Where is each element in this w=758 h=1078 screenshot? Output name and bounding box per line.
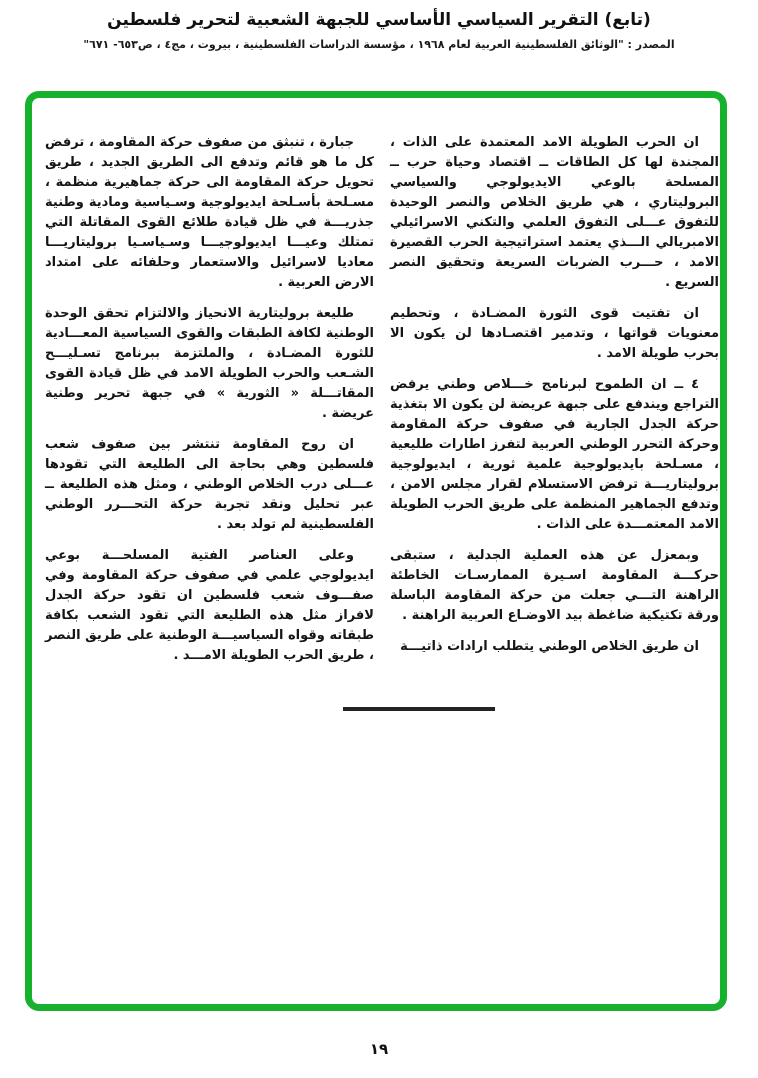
paragraph: ان روح المقاومة تنتشر بين صفوف شعب فلسطين وهي بحاجة الى الطليعة التي تقودها عـــلى درب الخلاص الوطني ، ومثل هذه الطليعة ــ عبر تحليل ونقد تجربة حركة التحـــرر الوطني الفلسطينية لم تولد بعد . <box>45 437 374 532</box>
paragraph: وبمعزل عن هذه العملية الجدلية ، ستبقى حركـــة المقاومة اسـيرة الممارسـات الخاطئة الراهنة التـــي جعلت من حركة المقاومة الباسلة ورقة تكتيكية ضاغطة بيد الاوضـاع العربية الراهنة . <box>390 548 719 623</box>
page-number: ١٩ <box>369 1040 389 1058</box>
text-column-left <box>45 133 374 677</box>
text-columns <box>45 133 719 677</box>
text-column-right <box>390 133 719 677</box>
page-header <box>0 10 758 51</box>
paragraph: ان الحرب الطويلة الامد المعتمدة على الذات ، المجندة لها كل الطاقات ــ اقتصاد وحياة حرب ــ المسلحة بالوعي الايديولوجي والسياسي البروليتاري ، هي طريق الخلاص والنصر الوحيدة للتفوق عـــلى التفوق العلمي والتكني الاسرائيلي الامبريالي الـــذي يعتمد استراتيجية الحرب القصيرة الامد ، حـــرب الضربات السريعة وتحقيق النصر السريع . <box>390 135 719 290</box>
document-title: (تابع) التقرير السياسي الأساسي للجبهة الشعبية لتحرير فلسطين <box>107 10 651 30</box>
paragraph: ٤ ــ ان الطموح لبرنامج خـــلاص وطني يرفض التراجع ويندفع على جبهة عريضة لن يكون الا بتغذية حركة الجدل الجارية في صفوف حركة المقاومة وحركة التحرر الوطني العربية لتفرز اطارات طليعية ، مسـلحة بايديولوجية علمية ثورية ، ايديولوجية بروليتاريـــة ترفض الاستسلام لقرار مجلس الامن ، وتدفع الجماهير المنظمة على طريق الحرب الطويلة الامد المعتمـــدة على الذات . <box>390 377 719 532</box>
section-divider-rule <box>343 707 495 711</box>
paragraph: طليعة بروليتارية الانحياز والالتزام تحقق الوحدة الوطنية لكافة الطبقات والقوى السياسية المعـــادية للثورة المضـادة ، والملتزمة ببرنامج تسـليـــح الشـعب والحرب الطويلة الامد في ظل قيادة القوى المقاتـــلة « الثورية » في جبهة تحرير وطنية عريضة . <box>45 306 374 421</box>
paragraph: وعلى العناصر الفتية المسلحـــة بوعي ايديولوجي علمي في صفوف حركة المقاومة وفي صفـــوف شعب فلسطين ان تقود حركة الجدل لافراز مثل هذه الطليعة التي تقود الشعب بكافة طبقاته وقواه السياسيـــة الوطنية على طريق النصر ، طريق الحرب الطويلة الامـــد . <box>45 548 374 663</box>
source-citation: المصدر : "الوثائق الفلسطينية العربية لعام ١٩٦٨ ، مؤسسة الدراسات الفلسطينية ، بيروت ، مج٤ ، ص٦٥٣- ٦٧١" <box>83 38 675 51</box>
paragraph: ان طريق الخلاص الوطني يتطلب ارادات ذاتيـــة <box>400 639 699 654</box>
paragraph: ان تفتيت قوى الثورة المضـادة ، وتحطيم معنويات قواتها ، وتدمير اقتصـادها لن يكون الا بحرب طويلة الامد . <box>390 306 719 361</box>
paragraph: جبارة ، تنبثق من صفوف حركة المقاومة ، ترفض كل ما هو قائم وتدفع الى الطريق الجديد ، طريق تحويل حركة المقاومة الى حركة جماهيرية منظمة ، مسـلحة بأسـلحة ايديولوجية وسـياسية ومادية وطنية جذريـــة في ظل قيادة طلائع القوى المقاتلة التي تمتلك وعيـــا ايديولوجيـــا وسـياسـيا بروليتاريـــا معاديا لاسرائيل والاستعمار وحلفائه على امتداد الارض العربية . <box>45 135 374 290</box>
